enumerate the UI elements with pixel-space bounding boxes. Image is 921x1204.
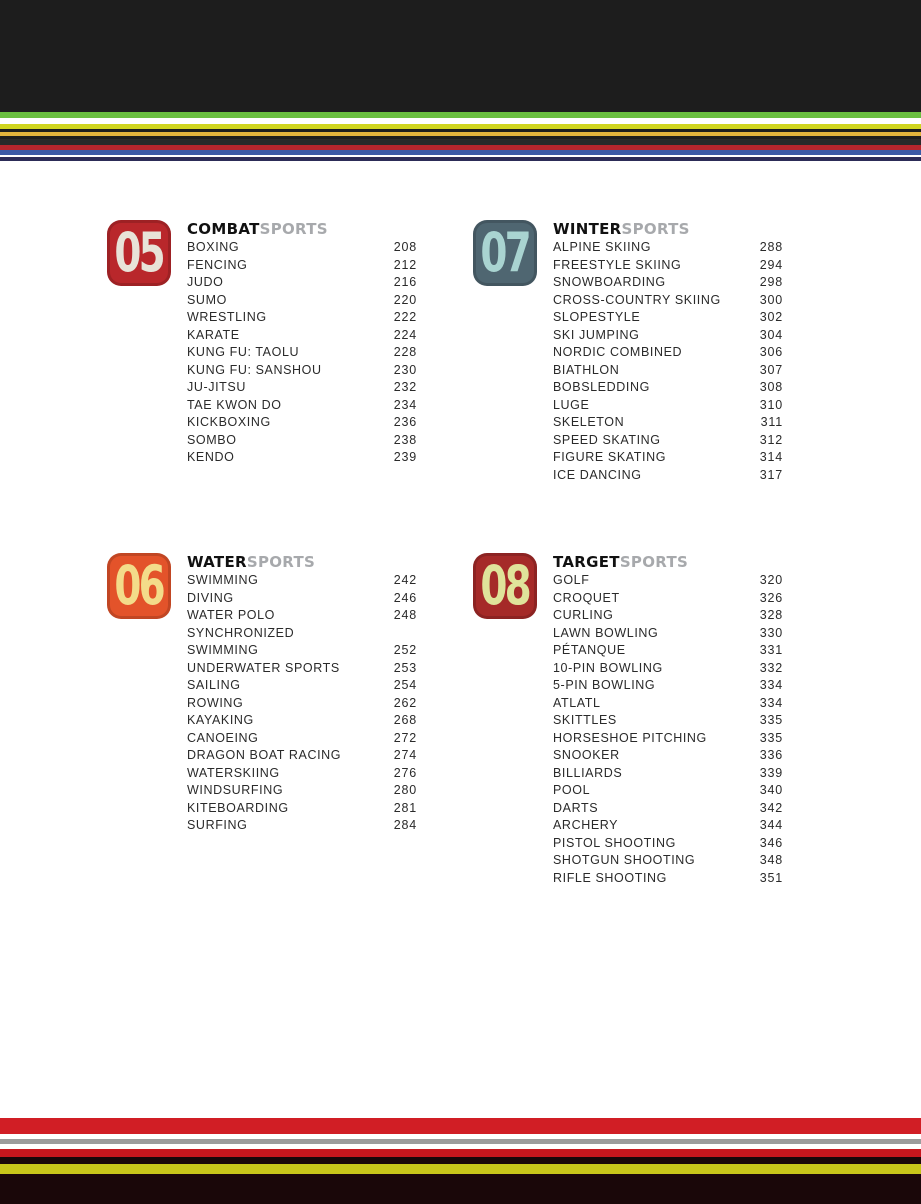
- entry-page-number: 239: [393, 450, 417, 464]
- entry-page-number: 294: [759, 257, 783, 272]
- toc-entry: [553, 730, 783, 748]
- section-number: 07: [480, 221, 530, 284]
- toc-entry: [187, 607, 417, 625]
- section-number-badge: [473, 553, 537, 619]
- entry-name: SLOPESTYLE: [553, 310, 641, 324]
- toc-entry: [187, 344, 417, 362]
- toc-entry: [553, 660, 783, 678]
- entry-name: PÉTANQUE: [553, 643, 626, 657]
- entry-page-number: 306: [759, 345, 783, 359]
- top-dark-band: [0, 0, 921, 112]
- entry-name: GOLF: [553, 573, 590, 587]
- entry-name: SNOWBOARDING: [553, 275, 666, 289]
- entry-name: SUMO: [187, 292, 227, 307]
- entry-name: HORSESHOE PITCHING: [553, 730, 707, 745]
- entry-page-number: 222: [393, 310, 417, 324]
- section-content: [553, 553, 783, 887]
- entry-name: DARTS: [553, 800, 599, 815]
- entry-name: LAWN BOWLING: [553, 625, 659, 640]
- entry-page-number: 298: [759, 275, 783, 289]
- bottom-stripe: [0, 1164, 921, 1174]
- section-heading: [553, 220, 783, 238]
- entry-page-number: 224: [393, 327, 417, 342]
- sport-list: [553, 572, 783, 887]
- toc-entry: [553, 257, 783, 275]
- entry-page-number: 230: [393, 362, 417, 377]
- entry-page-number: 335: [759, 730, 783, 745]
- entry-page-number: 252: [393, 643, 417, 657]
- entry-page-number: 335: [759, 713, 783, 727]
- entry-name: BOXING: [187, 240, 240, 254]
- toc-entry: [553, 432, 783, 450]
- section-heading-light: SPORTS: [246, 553, 316, 571]
- entry-page-number: 220: [393, 292, 417, 307]
- entry-page-number: 348: [759, 853, 783, 867]
- toc-entry: [187, 625, 417, 643]
- entry-name: 5-PIN BOWLING: [553, 678, 656, 692]
- bottom-stripe: [0, 1174, 921, 1204]
- entry-name: WRESTLING: [187, 310, 267, 324]
- toc-entry: [187, 379, 417, 397]
- toc-entry: [187, 274, 417, 292]
- toc-entry: [553, 870, 783, 888]
- toc-entry: [553, 274, 783, 292]
- entry-page-number: 310: [759, 397, 783, 412]
- bottom-stripe: [0, 1149, 921, 1157]
- entry-name: ROWING: [187, 695, 244, 710]
- entry-name: 10-PIN BOWLING: [553, 660, 663, 675]
- entry-name: RIFLE SHOOTING: [553, 870, 667, 885]
- section-content: [187, 220, 417, 467]
- entry-page-number: 342: [759, 800, 783, 815]
- entry-name: LUGE: [553, 397, 590, 412]
- toc-entry: [553, 590, 783, 608]
- entry-name: KITEBOARDING: [187, 800, 289, 815]
- entry-name: NORDIC COMBINED: [553, 345, 683, 359]
- entry-page-number: 334: [759, 695, 783, 710]
- entry-page-number: 248: [393, 608, 417, 622]
- section-number: 06: [114, 554, 164, 617]
- section-number-badge: [107, 553, 171, 619]
- toc-entry: [187, 362, 417, 380]
- entry-page-number: 317: [759, 467, 783, 482]
- toc-entry: [187, 660, 417, 678]
- toc-entry: [187, 239, 417, 257]
- toc-entry: [553, 782, 783, 800]
- entry-name: SNOOKER: [553, 748, 620, 762]
- toc-entry: [553, 397, 783, 415]
- entry-page-number: 242: [393, 573, 417, 587]
- entry-page-number: 234: [393, 397, 417, 412]
- entry-name: SKITTLES: [553, 713, 617, 727]
- entry-name: KUNG FU: SANSHOU: [187, 362, 322, 377]
- sport-list: [553, 239, 783, 484]
- entry-page-number: 254: [393, 678, 417, 692]
- toc-entry: [553, 835, 783, 853]
- entry-name: ARCHERY: [553, 818, 619, 832]
- entry-name: SWIMMING: [187, 573, 259, 587]
- entry-name: KARATE: [187, 327, 240, 342]
- toc-entry: [553, 344, 783, 362]
- toc-entry: [187, 292, 417, 310]
- section-number-badge: [107, 220, 171, 286]
- entry-name: FREESTYLE SKIING: [553, 257, 682, 272]
- entry-page-number: 280: [393, 783, 417, 797]
- entry-name: CANOEING: [187, 730, 259, 745]
- entry-name: BILLIARDS: [553, 765, 623, 780]
- entry-name: FENCING: [187, 257, 248, 272]
- toc-entry: [553, 642, 783, 660]
- entry-name: SOMBO: [187, 432, 237, 447]
- entry-name: KENDO: [187, 450, 235, 464]
- entry-page-number: 302: [759, 310, 783, 324]
- toc-entry: [187, 817, 417, 835]
- entry-name: TAE KWON DO: [187, 397, 282, 412]
- toc-entry: [553, 572, 783, 590]
- entry-page-number: 311: [760, 415, 783, 429]
- entry-page-number: 308: [759, 380, 783, 394]
- bottom-stripe: [0, 1157, 921, 1164]
- entry-page-number: 246: [393, 590, 417, 605]
- toc-entry: [187, 730, 417, 748]
- entry-name: BIATHLON: [553, 362, 620, 377]
- toc-entry: [187, 327, 417, 345]
- entry-page-number: 307: [759, 362, 783, 377]
- entry-page-number: 253: [393, 660, 417, 675]
- toc-entry: [187, 695, 417, 713]
- entry-name: KAYAKING: [187, 713, 254, 727]
- entry-page-number: 326: [759, 590, 783, 605]
- toc-entry: [553, 747, 783, 765]
- entry-page-number: 236: [393, 415, 417, 429]
- entry-name: DIVING: [187, 590, 234, 605]
- toc-entry: [553, 449, 783, 467]
- entry-page-number: 272: [393, 730, 417, 745]
- entry-page-number: 238: [393, 432, 417, 447]
- entry-page-number: 232: [393, 380, 417, 394]
- entry-name: BOBSLEDDING: [553, 380, 650, 394]
- toc-entry: [553, 800, 783, 818]
- section-number-badge: [473, 220, 537, 286]
- toc-entry: [553, 467, 783, 485]
- toc-entry: [187, 642, 417, 660]
- entry-page-number: 346: [759, 835, 783, 850]
- entry-page-number: 274: [393, 748, 417, 762]
- entry-page-number: 328: [759, 608, 783, 622]
- toc-entry: [187, 590, 417, 608]
- entry-page-number: 208: [393, 240, 417, 254]
- entry-name: JUDO: [187, 275, 224, 289]
- entry-page-number: 320: [759, 573, 783, 587]
- toc-entry: [187, 782, 417, 800]
- entry-name: SAILING: [187, 678, 241, 692]
- entry-name: WATER POLO: [187, 608, 275, 622]
- toc-entry: [187, 747, 417, 765]
- entry-name: FIGURE SKATING: [553, 450, 667, 464]
- top-stripe: [0, 157, 921, 161]
- toc-entry: [187, 800, 417, 818]
- toc-entry: [187, 677, 417, 695]
- bottom-stripe: [0, 1118, 921, 1134]
- section-number: 05: [114, 221, 164, 284]
- toc-entry: [187, 572, 417, 590]
- toc-entry: [553, 362, 783, 380]
- toc-entry: [553, 695, 783, 713]
- section-heading-bold: WATER: [187, 553, 247, 571]
- toc-entry: [553, 327, 783, 345]
- bottom-color-stripes: [0, 1118, 921, 1204]
- entry-page-number: 212: [393, 257, 417, 272]
- section-heading-light: SPORTS: [619, 553, 689, 571]
- toc-entry: [553, 852, 783, 870]
- entry-page-number: 312: [759, 432, 783, 447]
- entry-page-number: 336: [759, 748, 783, 762]
- section-heading: [187, 220, 417, 238]
- sport-list: [187, 239, 417, 467]
- entry-page-number: 268: [393, 713, 417, 727]
- entry-page-number: 339: [759, 765, 783, 780]
- entry-name: ALPINE SKIING: [553, 240, 652, 254]
- toc-entry: [187, 765, 417, 783]
- entry-name: SWIMMING: [187, 643, 259, 657]
- entry-name: WATERSKIING: [187, 765, 280, 780]
- entry-name: SPEED SKATING: [553, 432, 661, 447]
- top-color-stripes: [0, 112, 921, 161]
- section-heading: [187, 553, 417, 571]
- entry-name: SHOTGUN SHOOTING: [553, 853, 696, 867]
- entry-name: POOL: [553, 783, 591, 797]
- toc-entry: [553, 677, 783, 695]
- entry-page-number: 314: [759, 450, 783, 464]
- entry-name: CURLING: [553, 608, 614, 622]
- toc-entry: [187, 257, 417, 275]
- toc-entry: [187, 432, 417, 450]
- section-heading-light: SPORTS: [259, 220, 328, 238]
- toc-entry: [553, 607, 783, 625]
- toc-entry: [187, 449, 417, 467]
- entry-page-number: 228: [393, 345, 417, 359]
- section-heading-bold: COMBAT: [187, 220, 260, 238]
- entry-name: SYNCHRONIZED: [187, 625, 295, 640]
- entry-name: ATLATL: [553, 695, 601, 710]
- entry-name: PISTOL SHOOTING: [553, 835, 676, 850]
- toc-entry: [187, 712, 417, 730]
- entry-page-number: 344: [759, 818, 783, 832]
- entry-page-number: 330: [759, 625, 783, 640]
- toc-entry: [553, 765, 783, 783]
- entry-page-number: 331: [759, 643, 783, 657]
- toc-entry: [187, 397, 417, 415]
- entry-name: CROQUET: [553, 590, 620, 605]
- entry-name: UNDERWATER SPORTS: [187, 660, 340, 675]
- entry-name: ICE DANCING: [553, 467, 642, 482]
- entry-page-number: 332: [759, 660, 783, 675]
- section-heading: [553, 553, 783, 571]
- entry-page-number: 216: [393, 275, 417, 289]
- entry-name: WINDSURFING: [187, 783, 284, 797]
- toc-entry: [187, 414, 417, 432]
- toc-entry: [187, 309, 417, 327]
- toc-entry: [553, 414, 783, 432]
- entry-name: JU-JITSU: [187, 380, 246, 394]
- entry-page-number: 340: [759, 783, 783, 797]
- toc-entry: [553, 712, 783, 730]
- toc-entry: [553, 379, 783, 397]
- entry-name: CROSS-COUNTRY SKIING: [553, 292, 721, 307]
- entry-page-number: 262: [393, 695, 417, 710]
- entry-page-number: 276: [393, 765, 417, 780]
- toc-entry: [553, 309, 783, 327]
- entry-name: DRAGON BOAT RACING: [187, 748, 342, 762]
- toc-entry: [553, 292, 783, 310]
- section-heading-bold: WINTER: [553, 220, 622, 238]
- entry-page-number: 300: [759, 292, 783, 307]
- entry-page-number: 288: [759, 240, 783, 254]
- entry-name: SURFING: [187, 818, 248, 832]
- entry-page-number: 334: [759, 678, 783, 692]
- entry-name: SKELETON: [553, 415, 625, 429]
- toc-entry: [553, 239, 783, 257]
- section-number: 08: [480, 554, 530, 617]
- sport-list: [187, 572, 417, 835]
- entry-page-number: 284: [393, 818, 417, 832]
- section-content: [553, 220, 783, 484]
- section-heading-light: SPORTS: [621, 220, 690, 238]
- entry-page-number: 304: [759, 327, 783, 342]
- entry-name: KUNG FU: TAOLU: [187, 345, 300, 359]
- toc-entry: [553, 817, 783, 835]
- entry-page-number: 281: [393, 800, 417, 815]
- section-heading-bold: TARGET: [553, 553, 620, 571]
- entry-name: KICKBOXING: [187, 415, 271, 429]
- section-content: [187, 553, 417, 835]
- toc-entry: [553, 625, 783, 643]
- entry-name: SKI JUMPING: [553, 327, 640, 342]
- entry-page-number: 351: [759, 870, 783, 885]
